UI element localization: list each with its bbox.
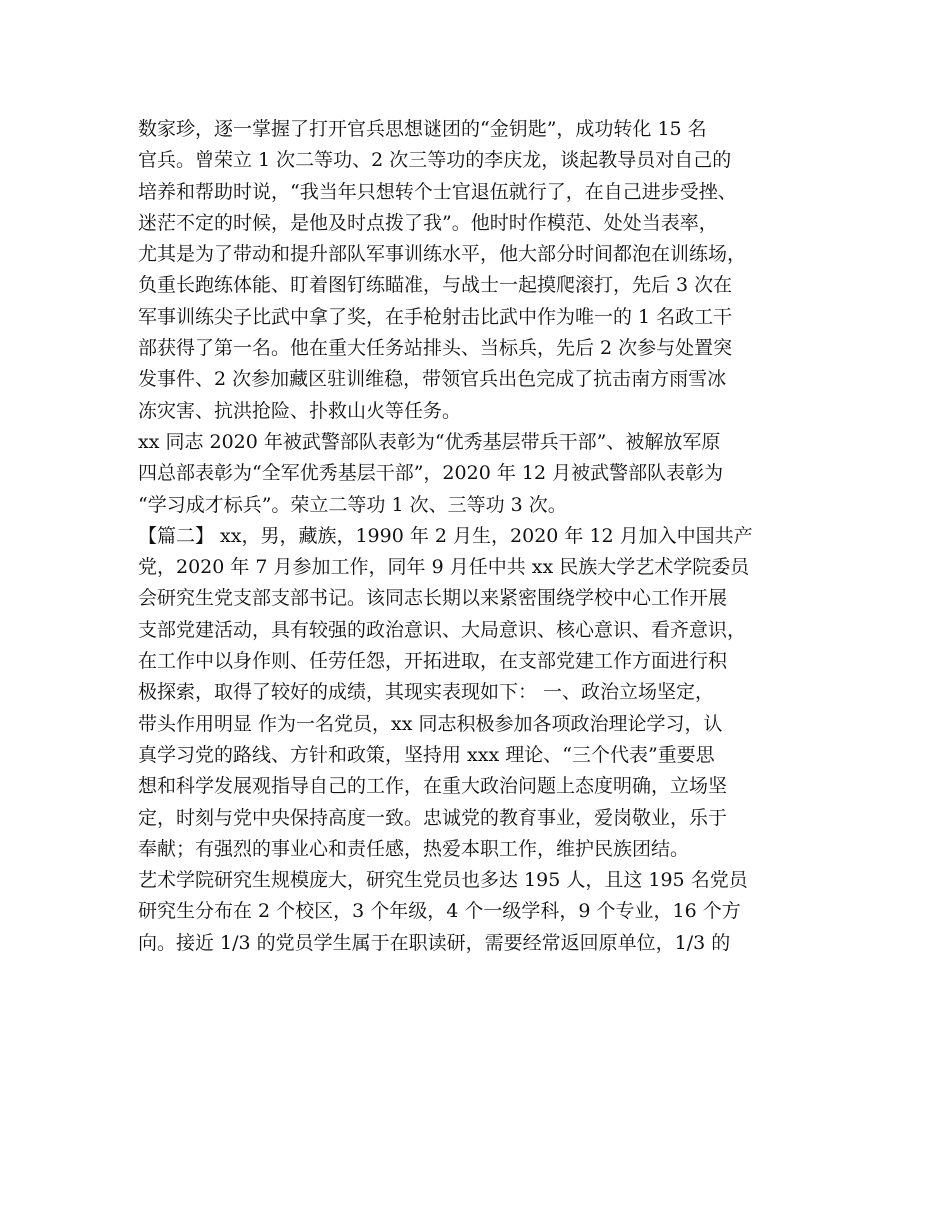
text-line: 迷茫不定的时候，是他及时点拨了我”。他时时作模范、处处当表率， [138,211,718,234]
text-line: 支部党建活动，具有较强的政治意识、大局意识、核心意识、看齐意识， [138,618,747,641]
text-line: 极探索，取得了较好的成绩，其现实表现如下： 一、政治立场坚定， [138,681,715,704]
text-line: 数家珍，逐一掌握了打开官兵思想谜团的“金钥匙”，成功转化 15 名 [138,118,707,140]
text-line: 官兵。曾荣立 1 次二等功、2 次三等功的李庆龙，谈起教导员对自己的 [138,149,732,172]
text-line: 四总部表彰为“全军优秀基层干部”，2020 年 12 月被武警部队表彰为 [138,462,724,485]
text-line: 真学习党的路线、方针和政策，坚持用 xxx 理论、“三个代表”重要思 [138,743,715,766]
text-line: 奉献；有强烈的事业心和责任感，热爱本职工作，维护民族团结。 [138,837,690,860]
text-line: 会研究生党支部支部书记。该同志长期以来紧密围绕学校中心工作开展 [138,587,728,610]
text-line: 【篇二】 xx，男，藏族，1990 年 2 月生，2020 年 12 月加入中国共产 [138,524,753,547]
text-line: 部获得了第一名。他在重大任务站排头、当标兵，先后 2 次参与处置突 [138,337,733,360]
text-line: 定，时刻与党中央保持高度一致。忠诚党的教育事业，爱岗敬业，乐于 [138,806,728,829]
text-line: 尤其是为了带动和提升部队军事训练水平，他大部分时间都泡在训练场， [138,243,747,266]
text-line: 艺术学院研究生规模庞大，研究生党员也多达 195 人，且这 195 名党员 [138,869,748,892]
text-line: 向。接近 1/3 的党员学生属于在职读研，需要经常返回原单位，1/3 的 [138,931,731,954]
text-line: 研究生分布在 2 个校区，3 个年级，4 个一级学科，9 个专业，16 个方 [138,900,741,923]
text-line: 想和科学发展观指导自己的工作，在重大政治问题上态度明确，立场坚 [138,775,728,798]
text-line: xx 同志 2020 年被武警部队表彰为“优秀基层带兵干部”、被解放军原 [138,430,721,453]
text-line: 培养和帮助时说，“我当年只想转个士官退伍就行了，在自己进步受挫、 [138,180,737,203]
text-line: 带头作用明显 作为一名党员，xx 同志积极参加各项政治理论学习，认 [138,712,723,735]
text-line: 负重长跑练体能、盯着图钉练瞄准，与战士一起摸爬滚打，先后 3 次在 [138,274,733,297]
text-line: 军事训练尖子比武中拿了奖，在手枪射击比武中作为唯一的 1 名政工干 [138,305,733,328]
text-line: 在工作中以身作则、任劳任怨，开拓进取，在支部党建工作方面进行积 [138,650,728,673]
text-line: 发事件、2 次参加藏区驻训维稳，带领官兵出色完成了抗击南方雨雪冰 [138,368,727,391]
text-line: 党，2020 年 7 月参加工作，同年 9 月任中共 xx 民族大学艺术学院委员 [138,556,750,579]
text-line: 冻灾害、抗洪抢险、扑救山火等任务。 [138,399,462,422]
body-text [138,114,828,959]
text-line: “学习成才标兵”。荣立二等功 1 次、三等功 3 次。 [138,493,567,516]
